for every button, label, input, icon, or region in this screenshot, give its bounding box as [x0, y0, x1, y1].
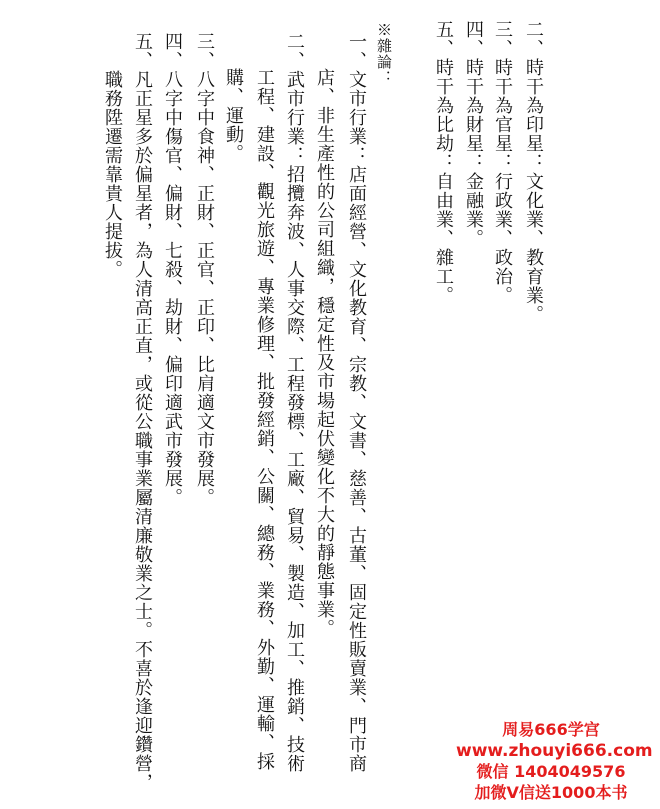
watermark-line-4: 加微V信送1000本书: [474, 782, 628, 802]
text-column-3: 四、時干為財星：金融業。: [463, 20, 484, 248]
watermark-url: www.zhouyi666.com: [456, 740, 653, 761]
text-column-6: 一、文市行業：店面經營、文化教育、宗教、文書、慈善、古董、固定性販賣業、門市商: [346, 32, 367, 773]
watermark-line-3: 微信 1404049576: [476, 762, 626, 782]
text-column-9: 工程、建設、觀光旅遊、專業修理、批發經銷、公關、總務、業務、外勤、運輸、採: [254, 68, 275, 771]
text-column-11: 三、八字中食神、正財、正官、正印、比肩適文市發展。: [194, 32, 215, 507]
text-column-1: 二、時干為印星：文化業、教育業。: [523, 20, 544, 324]
text-column-12: 四、八字中傷官、偏財、七殺、劫財、偏印適武市發展。: [162, 32, 183, 507]
text-column-7: 店、非生產性的公司組織，穩定性及市場起伏變化不大的靜態事業。: [314, 68, 335, 638]
section-heading: ※雜論：: [375, 22, 393, 86]
watermark-line-1: 周易666学宫: [502, 720, 600, 740]
text-column-4: 五、時干為比劫：自由業、雜工。: [433, 20, 454, 305]
watermark: [456, 720, 653, 803]
text-column-10: 購、運動。: [223, 68, 244, 163]
text-column-8: 二、武市行業：招攬奔波、人事交際、工程發標、工廠、貿易、製造、加工、推銷、技術: [284, 32, 305, 773]
text-column-14: 職務陞遷需靠貴人提拔。: [102, 70, 123, 279]
text-column-2: 三、時干為官星：行政業、政治。: [492, 20, 513, 305]
text-column-13: 五、凡正星多於偏星者，為人清高正直，或從公職事業屬清廉敬業之士。不喜於逢迎鑽營，: [132, 32, 153, 792]
